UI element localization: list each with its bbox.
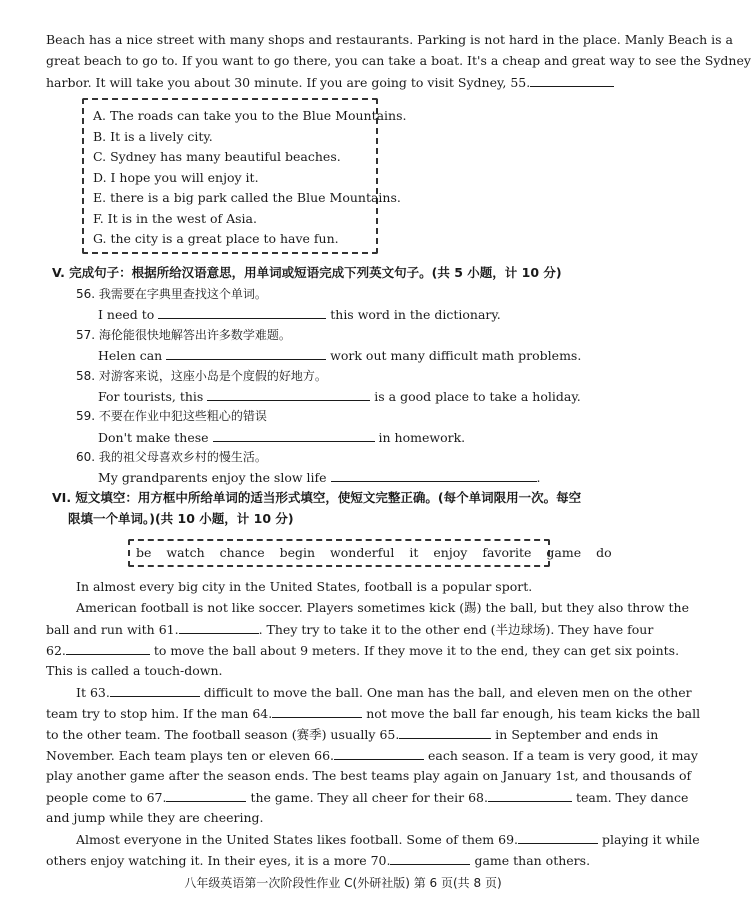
blank-number-55: 55.: [510, 75, 531, 90]
item-59-english: [98, 428, 465, 447]
text: November. Each team plays ten or eleven: [46, 748, 315, 763]
passage-p3-line-5: play another game after the season ends. The best teams play again on January 1st, and thousands of: [46, 768, 692, 783]
passage-p2-line-3: [46, 641, 680, 660]
passage-p3-line-7: and jump while they are cheering.: [46, 810, 264, 825]
answer-blank-68[interactable]: [488, 788, 572, 802]
passage-p2-line-2: [46, 620, 654, 639]
answer-blank-64[interactable]: [272, 704, 362, 718]
options-box: [82, 98, 407, 254]
item-58-before: For tourists, this: [98, 389, 208, 404]
word-bank-item: do: [596, 545, 612, 560]
item-56-english: [98, 305, 501, 324]
word-bank-box: [128, 539, 612, 567]
text: playing it while: [598, 832, 700, 847]
blank-number-68: 68.: [468, 790, 488, 805]
text: game than others.: [470, 853, 591, 868]
text: team. They dance: [571, 790, 689, 805]
answer-blank-66[interactable]: [334, 746, 424, 760]
passage-p1: In almost every big city in the United States, football is a popular sport.: [76, 579, 533, 594]
item-60-after: .: [536, 470, 541, 485]
text: team try to stop him. If the man: [46, 706, 253, 721]
word-bank-item: wonderful: [330, 545, 395, 560]
answer-blank-62[interactable]: [66, 641, 150, 655]
passage-p3-line-4: [46, 746, 698, 765]
passage-p4-line-2: [46, 851, 646, 870]
intro-line-2: great beach to go to. If you want to go there, you can take a boat. It's a cheap and great way to see the Sydney: [46, 53, 751, 68]
answer-blank-60[interactable]: [331, 468, 537, 482]
blank-number-63: 63.: [89, 685, 110, 700]
answer-blank-65[interactable]: [399, 725, 491, 739]
item-57-chinese: 57. 海伦能很快地解答出许多数学难题。: [76, 328, 291, 342]
text: Almost everyone in the United States likes football. Some of them: [76, 832, 499, 847]
section-6-heading-line-1: VI. 短文填空：用方框中所给单词的适当形式填空，使短文完整正确。(每个单词限用一次。每空: [52, 490, 582, 505]
item-59-before: Don't make these: [98, 430, 213, 445]
item-56-before: I need to: [98, 307, 159, 322]
intro-line-3-text: harbor. It will take you about 30 minute. If you are going to visit Sydney,: [46, 75, 511, 90]
word-bank-item: chance: [219, 545, 265, 560]
page-footer: 八年级英语第一次阶段性作业 C(外研社版) 第 6 页(共 8 页): [184, 876, 502, 890]
item-57-before: Helen can: [98, 348, 167, 363]
blank-number-69: 69.: [498, 832, 519, 847]
word-bank-item: favorite: [482, 545, 532, 560]
item-59-after: in homework.: [374, 430, 466, 445]
blank-number-67: 67.: [146, 790, 167, 805]
passage-p2-line-1: American football is not like soccer. Players sometimes kick (踢) the ball, but they also throw the: [76, 600, 690, 615]
item-57-english: [98, 346, 581, 365]
option-f: F. It is in the west of Asia.: [93, 211, 257, 226]
answer-blank-61[interactable]: [179, 620, 259, 634]
word-bank: [136, 544, 612, 562]
word-bank-item: watch: [166, 545, 205, 560]
passage-p3-line-2: [46, 704, 701, 723]
answer-blank-59[interactable]: [213, 428, 375, 442]
text: people come to: [46, 790, 147, 805]
text: difficult to move the ball. One man has the ball, and eleven men on the other: [199, 685, 692, 700]
item-60-chinese: 60. 我的祖父母喜欢乡村的慢生活。: [76, 450, 267, 464]
blank-number-61: 61.: [158, 622, 179, 637]
item-57-after: work out many difficult math problems.: [326, 348, 582, 363]
item-56-chinese: 56. 我需要在字典里查找这个单词。: [76, 287, 267, 301]
answer-blank-57[interactable]: [166, 346, 326, 360]
blank-number-64: 64.: [252, 706, 273, 721]
blank-number-66: 66.: [314, 748, 335, 763]
blank-number-62: 62.: [46, 643, 66, 658]
option-g: G. the city is a great place to have fun.: [93, 231, 339, 246]
word-bank-item: game: [546, 545, 582, 560]
option-d: D. I hope you will enjoy it.: [93, 170, 259, 185]
text: ball and run with: [46, 622, 159, 637]
text: It: [76, 685, 90, 700]
word-bank-item: begin: [279, 545, 316, 560]
text: to move the ball about 9 meters. If they move it to the end, they can get six points.: [149, 643, 680, 658]
answer-blank-55[interactable]: [530, 73, 614, 87]
text: . They try to take it to the other end (半边球场). They have four: [258, 622, 654, 637]
item-58-english: [98, 387, 581, 406]
answer-blank-69[interactable]: [518, 830, 598, 844]
option-a: A. The roads can take you to the Blue Mountains.: [93, 108, 407, 123]
item-60-before: My grandparents enjoy the slow life: [98, 470, 331, 485]
text: the game. They all cheer for their: [246, 790, 469, 805]
text: not move the ball far enough, his team kicks the ball: [362, 706, 701, 721]
item-58-chinese: 58. 对游客来说，这座小岛是个度假的好地方。: [76, 369, 327, 383]
passage-p3-line-3: [46, 725, 659, 744]
answer-blank-56[interactable]: [158, 305, 326, 319]
section-6-heading-line-2: 限填一个单词。)(共 10 小题，计 10 分): [68, 511, 294, 526]
section-5-heading: V. 完成句子：根据所给汉语意思，用单词或短语完成下列英文句子。(共 5 小题，计 10 分): [52, 265, 562, 280]
passage-p3-line-1: [76, 683, 692, 702]
intro-line-3: [46, 73, 646, 92]
passage-p3-line-6: [46, 788, 689, 807]
word-bank-item: enjoy: [433, 545, 468, 560]
option-b: B. It is a lively city.: [93, 129, 213, 144]
text: others enjoy watching it. In their eyes, it is a more: [46, 853, 371, 868]
item-56-after: this word in the dictionary.: [326, 307, 501, 322]
passage-p4-line-1: [76, 830, 700, 849]
answer-blank-67[interactable]: [166, 788, 246, 802]
item-58-after: is a good place to take a holiday.: [370, 389, 581, 404]
item-59-chinese: 59. 不要在作业中犯这些粗心的错误: [76, 409, 267, 423]
option-e: E. there is a big park called the Blue Mountains.: [93, 190, 401, 205]
blank-number-70: 70.: [370, 853, 391, 868]
answer-blank-70[interactable]: [390, 851, 470, 865]
text: to the other team. The football season (赛季) usually: [46, 727, 380, 742]
intro-line-1: Beach has a nice street with many shops and restaurants. Parking is not hard in the place. Manly Beach is a: [46, 32, 733, 47]
option-c: C. Sydney has many beautiful beaches.: [93, 149, 341, 164]
answer-blank-58[interactable]: [207, 387, 370, 401]
blank-number-65: 65.: [379, 727, 400, 742]
text: each season. If a team is very good, it may: [424, 748, 698, 763]
word-bank-item: be: [136, 545, 152, 560]
word-bank-item: it: [409, 545, 419, 560]
text: in September and ends in: [491, 727, 659, 742]
item-60-english: [98, 468, 541, 487]
passage-p2-line-4: This is called a touch-down.: [46, 663, 223, 678]
answer-blank-63[interactable]: [110, 683, 200, 697]
